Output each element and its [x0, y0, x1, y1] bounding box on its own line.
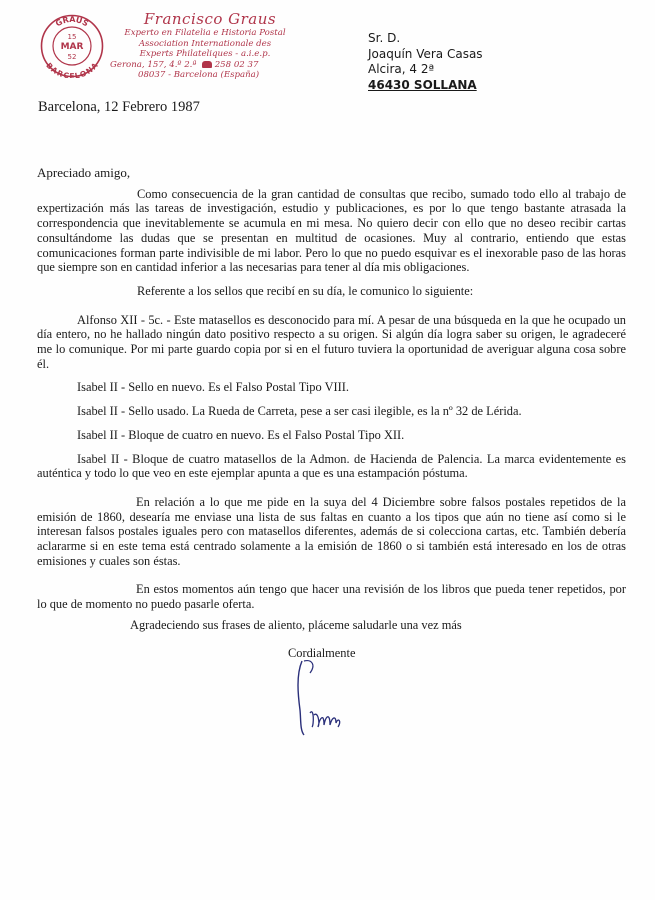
recipient-salutation: Sr. D.: [368, 31, 401, 45]
recipient-city: 46430 SOLLANA: [368, 77, 477, 92]
stamp-bottom-text: BARCELONA: [44, 60, 100, 78]
stamp-year: 52: [67, 53, 77, 61]
stamp-item: Isabel II - Bloque de cuatro matasellos de la Admon. de Hacienda de Palencia. La marca evidentemente es auténtica y todo lo que veo en este ejemplar apunta a que es una estampación póstuma.: [37, 451, 626, 481]
letterhead-phone: 258 02 37: [214, 59, 259, 70]
letter-body: [37, 120, 626, 612]
paragraph: En relación a lo que me pide en la suya del 4 Diciembre sobre falsos postales repetidos de la emisión de 1860, desearía me enviase una lista de sus faltas en cuanto a los tipos que aún no tiene así como si le interesan falsos postales iguales pero con matasellos diferentes, además de si colecciona cartas, etc. También debería aclararme si en este tema está centrado solamente a la emisión de 1860 o si también está interesado en los de otras emisiones y cuales son éstas.: [37, 494, 626, 568]
telephone-icon: [202, 61, 212, 68]
sign-off: Cordialmente: [288, 646, 356, 660]
stamp-item: Isabel II - Bloque de cuatro en nuevo. Es el Falso Postal Tipo XII.: [77, 427, 405, 442]
recipient-address: [368, 31, 483, 93]
letterhead: [110, 10, 300, 81]
stamp-top-text: GRAUS: [54, 14, 91, 29]
stamp-month: MAR: [60, 42, 84, 52]
stamp-item: Alfonso XII - 5c. - Este matasellos es desconocido para mí. A pesar de una búsqueda en la que he ocupado un día entero, no he hallado ningún dato positivo respecto a su origen. Si algún día logra saber su origen, le agradeceré me lo comunique. Por mi parte guardo copia por si en el futuro tuviera la oportunidad de averiguar alguna cosa sobre él.: [37, 312, 626, 371]
stamp-item: Isabel II - Sello en nuevo. Es el Falso Postal Tipo VIII.: [77, 380, 350, 395]
closing-line: Agradeciendo sus frases de aliento, pláceme saludarle una vez más: [130, 618, 462, 632]
letterhead-name: Francisco Graus: [143, 10, 277, 28]
letterhead-line: 08037 - Barcelona (España): [138, 70, 260, 81]
postmark-stamp: [40, 14, 104, 78]
greeting: Apreciado amigo,: [37, 165, 131, 180]
letterhead-line: Experts Philateliques - a.i.e.p.: [139, 49, 271, 60]
handwritten-signature: [290, 655, 360, 745]
letterhead-address-line: [110, 60, 300, 71]
letter-date: Barcelona, 12 Febrero 1987: [38, 99, 200, 115]
paragraph: Como consecuencia de la gran cantidad de consultas que recibo, sumado todo ello al trabajo de expertización más las tareas de investigación, estudio y publicaciones, es por lo que tengo bastante atrasada la correspondencia que inevitablemente se acumula en mi mesa. No quiero decir con ello que no deseo recibir cartas consultándome las dudas que se presentan en multitud de ocasiones. Muy al contrario, entiendo que estas comunicaciones forman parte indivisible de mi labor. Pero lo que no puedo esquivar es el inexorable paso de las horas que siempre son en cantidad inferior a las necesarias para tener al día mis obligaciones.: [37, 186, 626, 275]
stamp-item: Isabel II - Sello usado. La Rueda de Carreta, pese a ser casi ilegible, es la nº 32 de Lérida.: [77, 404, 522, 419]
recipient-street: Alcira, 4 2ª: [368, 62, 435, 76]
letterhead-street: Gerona, 157, 4.º 2.ª: [110, 59, 197, 70]
svg-text:BARCELONA: [44, 61, 99, 78]
letterhead-line: Experto en Filatelia e Historia Postal: [124, 28, 286, 38]
paragraph: En estos momentos aún tengo que hacer una revisión de los libros que pueda tener repetidos, por lo que de momento no puedo pasarle oferta.: [37, 582, 626, 612]
stamp-day: 15: [67, 33, 77, 41]
letterhead-line: Association Internationale des: [138, 38, 272, 49]
paragraph: Referente a los sellos que recibí en su día, le comunico lo siguiente:: [137, 283, 474, 298]
recipient-name: Joaquín Vera Casas: [368, 46, 483, 61]
